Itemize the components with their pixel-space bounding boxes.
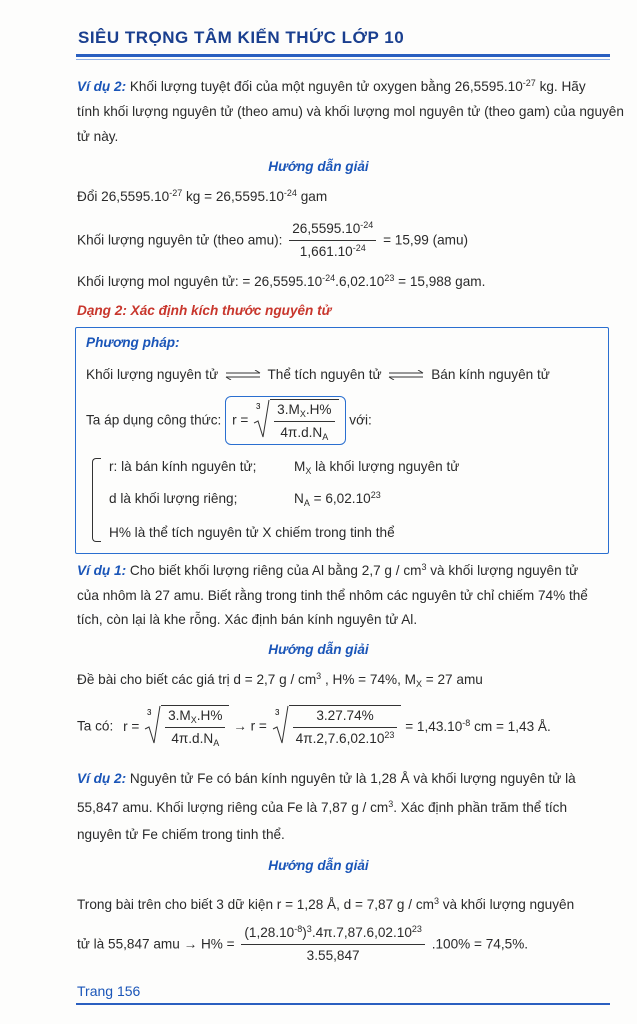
example-label: Ví dụ 1: xyxy=(77,563,127,578)
def-na: $N_A = 6,02.10^{23}$ xyxy=(294,490,381,508)
calc-radius-line: Ta có: r = 3 $\frac{3.M_X.H\%}{4\pi.d.N_A}$ → r = 3 $\frac{3.27.74\%}{4\pi.2,7.6,02.10^{23}}$ = $1,43.10^{-8}$ cm = 1,43 Å. xyxy=(77,705,551,748)
final-line1: Trong bài trên cho biết 3 dữ kiện r = 1,28 Å, d = 7,87 g / $cm^3$ và khối lượng nguyên xyxy=(77,896,575,912)
definitions-brace xyxy=(92,458,101,542)
cube-root-icon xyxy=(271,705,289,745)
given-values-line: Đề bài cho biết các giá trị d = 2,7 g / $cm^3$ , H% = 74%, $M_X = 27$ amu xyxy=(77,671,483,689)
cube-root-icon xyxy=(143,705,161,745)
method-chain: Khối lượng nguyên tử Thể tích nguyên tử Bán kính nguyên tử xyxy=(86,367,550,382)
final-line2: tử là 55,847 amu → H% = $\frac{(1,28.10^{-8})^3.4\pi.7,87.6,02.10^{23}}{3.55,847}$ .100% = 74,5%. xyxy=(77,924,529,963)
conversion-line: Đổi $26,5595.10^{-27}$ kg = $26,5595.10^{-24}$ gam xyxy=(77,188,328,204)
solution-heading-1: Hướng dẫn giải xyxy=(268,159,369,174)
equilibrium-arrow-icon xyxy=(387,370,425,380)
example-2a-line3: tử này. xyxy=(77,129,119,144)
example-2a-line2: tính khối lượng nguyên tử (theo amu) và khối lượng mol nguyên tử (theo gam) của nguyên xyxy=(77,104,624,119)
example-2b-line2: 55,847 amu. Khối lượng riêng của Fe là 7,87 g / $cm^3$. Xác định phần trăm thể tích xyxy=(77,799,568,815)
formula-line: Ta áp dụng công thức: r = 3 $\frac{3.M_X.H\%}{4\pi.d.N_A}$ với: xyxy=(86,396,372,445)
radius-formula-box: r = 3 $\frac{3.M_X.H\%}{4\pi.d.N_A}$ xyxy=(225,396,345,445)
method-title: Phương pháp: xyxy=(86,335,180,350)
molar-mass-line: Khối lượng mol nguyên tử: = $26,5595.10^{-24}.6,02.10^{23} = 15,988$ gam. xyxy=(77,273,486,289)
atomic-mass-amu-line: Khối lượng nguyên tử (theo amu): $\frac{26,5595.10^{-24}}{1,661.10^{-24}}$ = 15,99 (amu) xyxy=(77,220,469,259)
example-label: Ví dụ 2: xyxy=(77,771,127,786)
example-2b-line3: nguyên tử Fe chiếm trong tinh thể. xyxy=(77,827,285,842)
svg-text:3: 3 xyxy=(256,402,261,411)
example-1-line2: của nhôm là 27 amu. Biết rằng trong tinh thể nhôm các nguyên tử chỉ chiếm 74% thể xyxy=(77,588,588,603)
header-divider-thin xyxy=(76,59,610,60)
solution-heading-2: Hướng dẫn giải xyxy=(268,642,369,657)
page-header-title: SIÊU TRỌNG TÂM KIẾN THỨC LỚP 10 xyxy=(78,28,405,47)
example-label: Ví dụ 2: xyxy=(77,79,127,94)
page-number: Trang 156 xyxy=(77,983,141,999)
header-divider xyxy=(76,54,610,57)
svg-text:3: 3 xyxy=(147,708,152,717)
svg-text:3: 3 xyxy=(274,708,280,717)
example-2b-line1: Ví dụ 2: Nguyên tử Fe có bán kính nguyên tử là 1,28 Å và khối lượng nguyên tử là xyxy=(77,771,576,786)
def-h: H% là thể tích nguyên tử X chiếm trong tinh thể xyxy=(109,525,395,540)
def-r: r: là bán kính nguyên tử; xyxy=(109,459,257,474)
solution-heading-3: Hướng dẫn giải xyxy=(268,858,369,873)
section-heading-type2: Dạng 2: Xác định kích thước nguyên tử xyxy=(77,303,332,318)
equilibrium-arrow-icon xyxy=(224,370,262,380)
cube-root-icon xyxy=(252,399,270,439)
example-1-line3: tích, còn lại là khe rỗng. Xác định bán kính nguyên tử Al. xyxy=(77,612,418,627)
example-2a-line1: Ví dụ 2: Khối lượng tuyệt đối của một nguyên tử oxygen bằng $26,5595.10^{-27}$ kg. Hãy xyxy=(77,78,586,94)
footer-divider xyxy=(76,1003,610,1005)
def-mx: $M_X$ là khối lượng nguyên tử xyxy=(294,459,460,476)
def-d: d là khối lượng riêng; xyxy=(109,491,238,506)
example-1-line1: Ví dụ 1: Cho biết khối lượng riêng của Al bằng 2,7 g / $cm^3$ và khối lượng nguyên tử xyxy=(77,562,579,578)
